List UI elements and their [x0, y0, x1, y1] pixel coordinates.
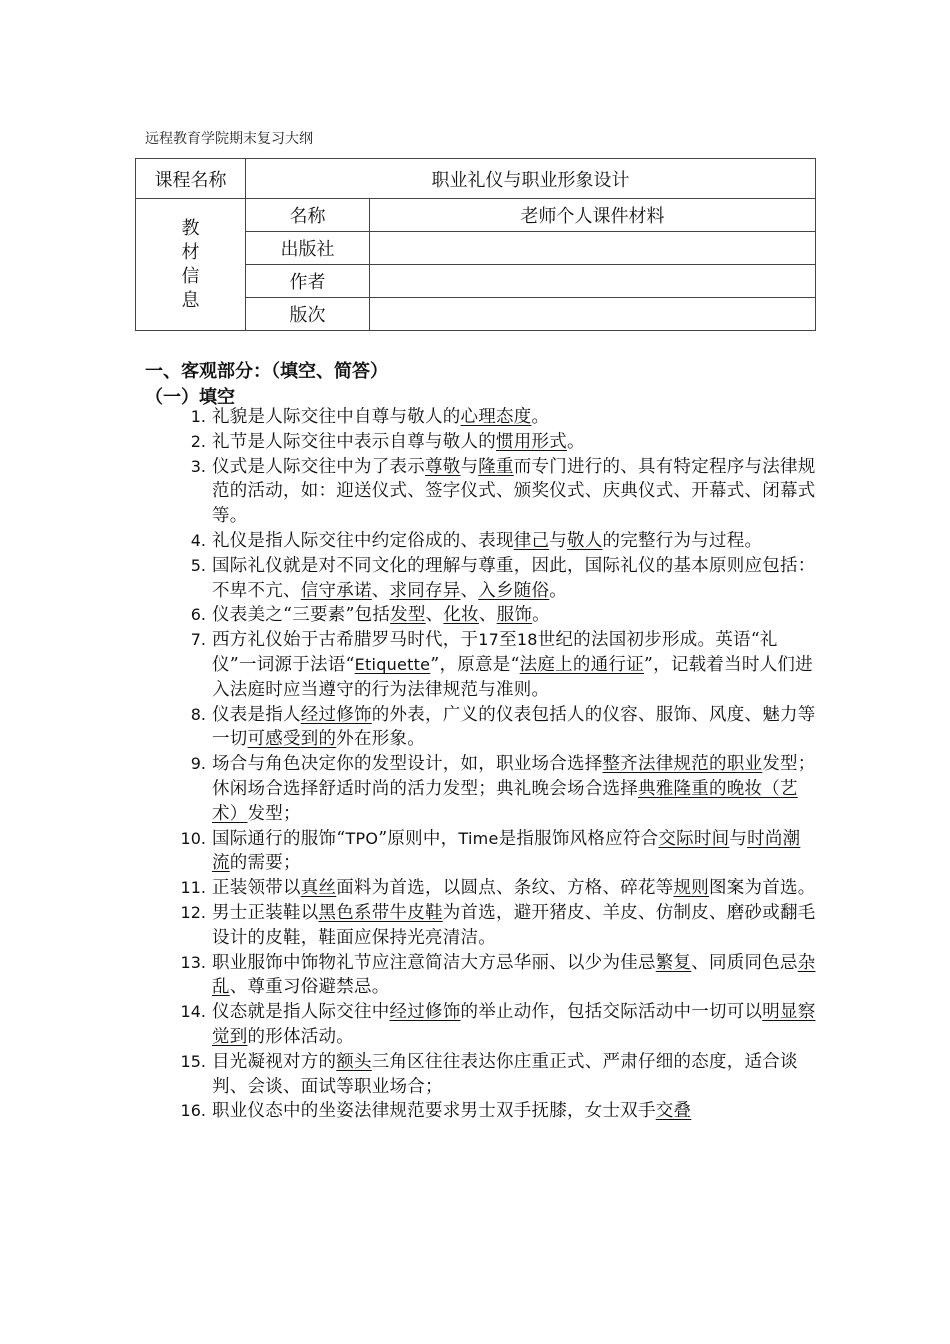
author-value [370, 265, 816, 298]
item-text-run: 发型； [247, 803, 301, 824]
item-text-run: 西方礼仪始于古希腊罗马时代，于 [212, 630, 479, 651]
item-text [212, 407, 549, 427]
answer-blank: 整齐法律规范的职业 [602, 754, 763, 775]
answer-blank: 敬人 [567, 530, 603, 551]
list-item [190, 752, 818, 826]
list-item [190, 603, 818, 628]
item-text [212, 903, 816, 948]
item-number: 10. [180, 828, 206, 848]
answer-blank: 心理态度 [460, 407, 532, 427]
item-text-run: 正装领带以 [212, 878, 301, 899]
item-text-run: 的完整行为与过程。 [602, 530, 763, 551]
item-text-run: 目光凝视对方的 [212, 1051, 337, 1072]
item-text-run: 礼仪是指人际交往中约定俗成的、表现 [212, 530, 514, 551]
list-item [190, 430, 818, 455]
course-name-label: 课程名称 [136, 159, 246, 199]
item-text [212, 630, 813, 700]
item-text-run: 至 [499, 630, 517, 651]
item-text-run: 17 [478, 630, 500, 650]
answer-blank: 惯用形式 [496, 431, 567, 452]
list-item [190, 405, 818, 430]
item-text-run: ”，原意是“ [430, 654, 520, 675]
item-number: 5. [190, 555, 206, 575]
item-text-run: 发型；休闲场合选择舒适时尚的活力发型；典礼晚会场合选择 [212, 754, 816, 799]
item-number: 4. [190, 530, 206, 550]
item-text-run: 、同质同色忌 [691, 952, 798, 973]
item-number: 1. [190, 407, 206, 426]
page-header: 远程教育学院期末复习大纲 [145, 131, 313, 147]
item-text-run: 男士正装鞋以 [212, 902, 319, 923]
item-text-run: 国际礼仪就是对不同文化的理解与尊重，因此，国际礼仪的基本原则应包括：不卑不亢、 [212, 555, 816, 601]
item-text-run: ”原则中， [378, 828, 459, 849]
item-text-run: 面料为首选，以圆点、条纹、方格、碎花等 [336, 878, 674, 899]
item-number: 14. [180, 1002, 206, 1022]
fill-in-list [180, 405, 818, 1124]
textbook-info-label: 教 材 信 息 [136, 199, 246, 331]
item-text-run: 的需要； [229, 853, 301, 874]
item-text-run: 的举止动作，包括交际活动中一切可以 [460, 1002, 763, 1023]
answer-blank: 可感受到的 [247, 729, 337, 750]
answer-blank: 明显察觉到 [212, 1002, 816, 1047]
answer-blank: 尊敬 [425, 456, 461, 477]
item-text-run: 而专门进行的、具有特定程序与法律规范的活动，如：迎送仪式、签字仪式、颁奖仪式、庆典仪式、开幕式、闭幕式等。 [212, 456, 816, 527]
item-text [212, 1002, 816, 1047]
item-number: 12. [180, 902, 206, 922]
list-item [180, 1099, 818, 1124]
item-text-run: 是指服饰风格应符合 [498, 828, 659, 849]
edition-value [370, 298, 816, 331]
answer-blank: 规则 [673, 878, 709, 899]
item-text-run: 外在形象。 [336, 729, 425, 750]
item-text [212, 1052, 798, 1097]
item-number: 8. [190, 704, 206, 724]
list-item [190, 628, 818, 702]
item-number: 9. [190, 754, 206, 774]
item-number: 3. [190, 456, 206, 476]
item-text [212, 605, 550, 625]
answer-blank: 额头 [336, 1051, 372, 1072]
item-text-run: 仪表美之“三要素”包括 [212, 605, 391, 626]
item-number: 13. [180, 952, 206, 972]
item-text [212, 457, 816, 527]
item-text [212, 754, 816, 824]
item-text-run: 职业服饰中饰物礼节应注意简洁大方忌华丽、以少为佳忌 [212, 952, 656, 973]
list-item [190, 529, 818, 554]
list-item [180, 1050, 818, 1100]
answer-blank: 经过修饰 [389, 1002, 461, 1023]
answer-blank: 化妆 [443, 605, 479, 626]
item-text-run: 的形体活动。 [247, 1026, 354, 1047]
item-text-run: 图案为首选。 [709, 878, 816, 899]
answer-blank: 服饰 [496, 605, 533, 626]
item-text-run: 、 [460, 580, 479, 601]
item-text [212, 531, 762, 551]
author-label: 作者 [246, 265, 370, 298]
item-number: 6. [190, 605, 206, 625]
answer-blank: 黑色系带牛皮鞋 [318, 902, 443, 923]
item-text-run: 的外表，广义的仪表包括人的仪容、服饰、风度、魅力等一切 [212, 704, 816, 750]
item-text-run: 场合与角色决定你的发型设计，如，职业场合选择 [212, 754, 603, 775]
subsection-title: （一）填空 [145, 387, 235, 408]
item-text-run: 仪式是人际交往中为了表示 [212, 456, 425, 477]
item-number: 7. [190, 630, 206, 650]
item-text-run: 为首选，避开猪皮、羊皮、仿制皮、磨砂或翻毛设计的皮鞋，鞋面应保持光亮清洁。 [212, 902, 816, 948]
item-text-run: 。 [531, 407, 550, 427]
item-number: 16. [180, 1101, 206, 1121]
answer-blank: 经过修饰 [300, 704, 372, 725]
item-text-run: 。 [567, 431, 585, 452]
item-text-run: 礼貌是人际交往中自尊与敬人的 [212, 407, 461, 427]
course-info-table [135, 158, 816, 331]
answer-blank: 律己 [513, 530, 550, 551]
answer-blank: 发型 [390, 605, 426, 626]
answer-blank: 杂乱 [212, 952, 816, 998]
item-text-run: 与 [460, 456, 479, 477]
item-text-run: 。 [549, 580, 567, 601]
answer-blank: 入乡随俗 [478, 580, 550, 601]
answer-blank: Etiquette [354, 654, 431, 674]
item-number: 15. [180, 1051, 206, 1071]
item-text-run: 世纪的法国初步形成。英语“礼仪”一词源于法语“ [212, 630, 778, 675]
textbook-name-label: 名称 [246, 199, 370, 232]
list-item [180, 876, 818, 901]
item-text-run: TPO [345, 828, 379, 848]
answer-blank: 时尚潮流 [212, 828, 801, 874]
publisher-label: 出版社 [246, 232, 370, 265]
answer-blank: 交叠 [655, 1101, 692, 1122]
item-text-run: 与 [549, 530, 567, 551]
item-text-run: Time [458, 828, 499, 848]
list-item [180, 1000, 818, 1050]
answer-blank: 交际时间 [658, 828, 730, 849]
list-item [180, 951, 818, 1001]
answer-blank: 信守承诺 [300, 580, 372, 601]
item-text [212, 556, 816, 601]
list-item [190, 455, 818, 529]
item-text [212, 953, 816, 998]
edition-label: 版次 [246, 298, 370, 331]
item-text [212, 829, 800, 874]
answer-blank: 典雅隆重的晚妆（艺术） [212, 778, 798, 824]
item-text-run: 职业仪态中的坐姿法律规范要求男士双手抚膝，女士双手 [212, 1101, 656, 1122]
item-text-run: 、尊重习俗避禁忌。 [229, 977, 390, 998]
textbook-name-value: 老师个人课件材料 [370, 199, 816, 232]
item-text-run: 三角区往往表达你庄重正式、严肃仔细的态度，适合谈判、会谈、面试等职业场合； [212, 1051, 798, 1097]
item-text-run: 仪态就是指人际交往中 [212, 1002, 390, 1023]
list-item [180, 901, 818, 951]
item-text-run: ”，记载着当时人们进入法庭时应当遵守的行为法律规范与准则。 [212, 654, 813, 700]
item-text-run: 礼节是人际交往中表示自尊与敬人的 [212, 431, 496, 452]
item-text [212, 432, 585, 452]
item-text [212, 1101, 691, 1121]
item-text-run: 仪表是指人 [212, 704, 301, 725]
item-text-run: 、 [478, 605, 497, 626]
item-number: 2. [190, 431, 206, 451]
item-text-run: 与 [729, 828, 748, 849]
item-text [212, 878, 816, 898]
answer-blank: 法庭上的通行证 [519, 654, 644, 675]
item-text-run: 、 [425, 605, 444, 626]
answer-blank: 真丝 [300, 878, 337, 899]
answer-blank: 隆重 [478, 456, 514, 477]
section-title: 一、客观部分：（填空、简答） [145, 361, 388, 382]
list-item [180, 827, 818, 877]
answer-blank: 求同存异 [389, 580, 461, 601]
item-text-run: 。 [532, 605, 550, 626]
item-text-run: 国际通行的服饰“ [212, 828, 346, 849]
list-item [190, 703, 818, 753]
course-name-value: 职业礼仪与职业形象设计 [246, 159, 816, 199]
item-number: 11. [180, 878, 206, 898]
publisher-value [370, 232, 816, 265]
item-text-run: 、 [371, 580, 390, 601]
answer-blank: 繁复 [655, 952, 692, 973]
list-item [190, 554, 818, 604]
item-text [212, 705, 816, 750]
item-text-run: 18 [516, 630, 538, 650]
